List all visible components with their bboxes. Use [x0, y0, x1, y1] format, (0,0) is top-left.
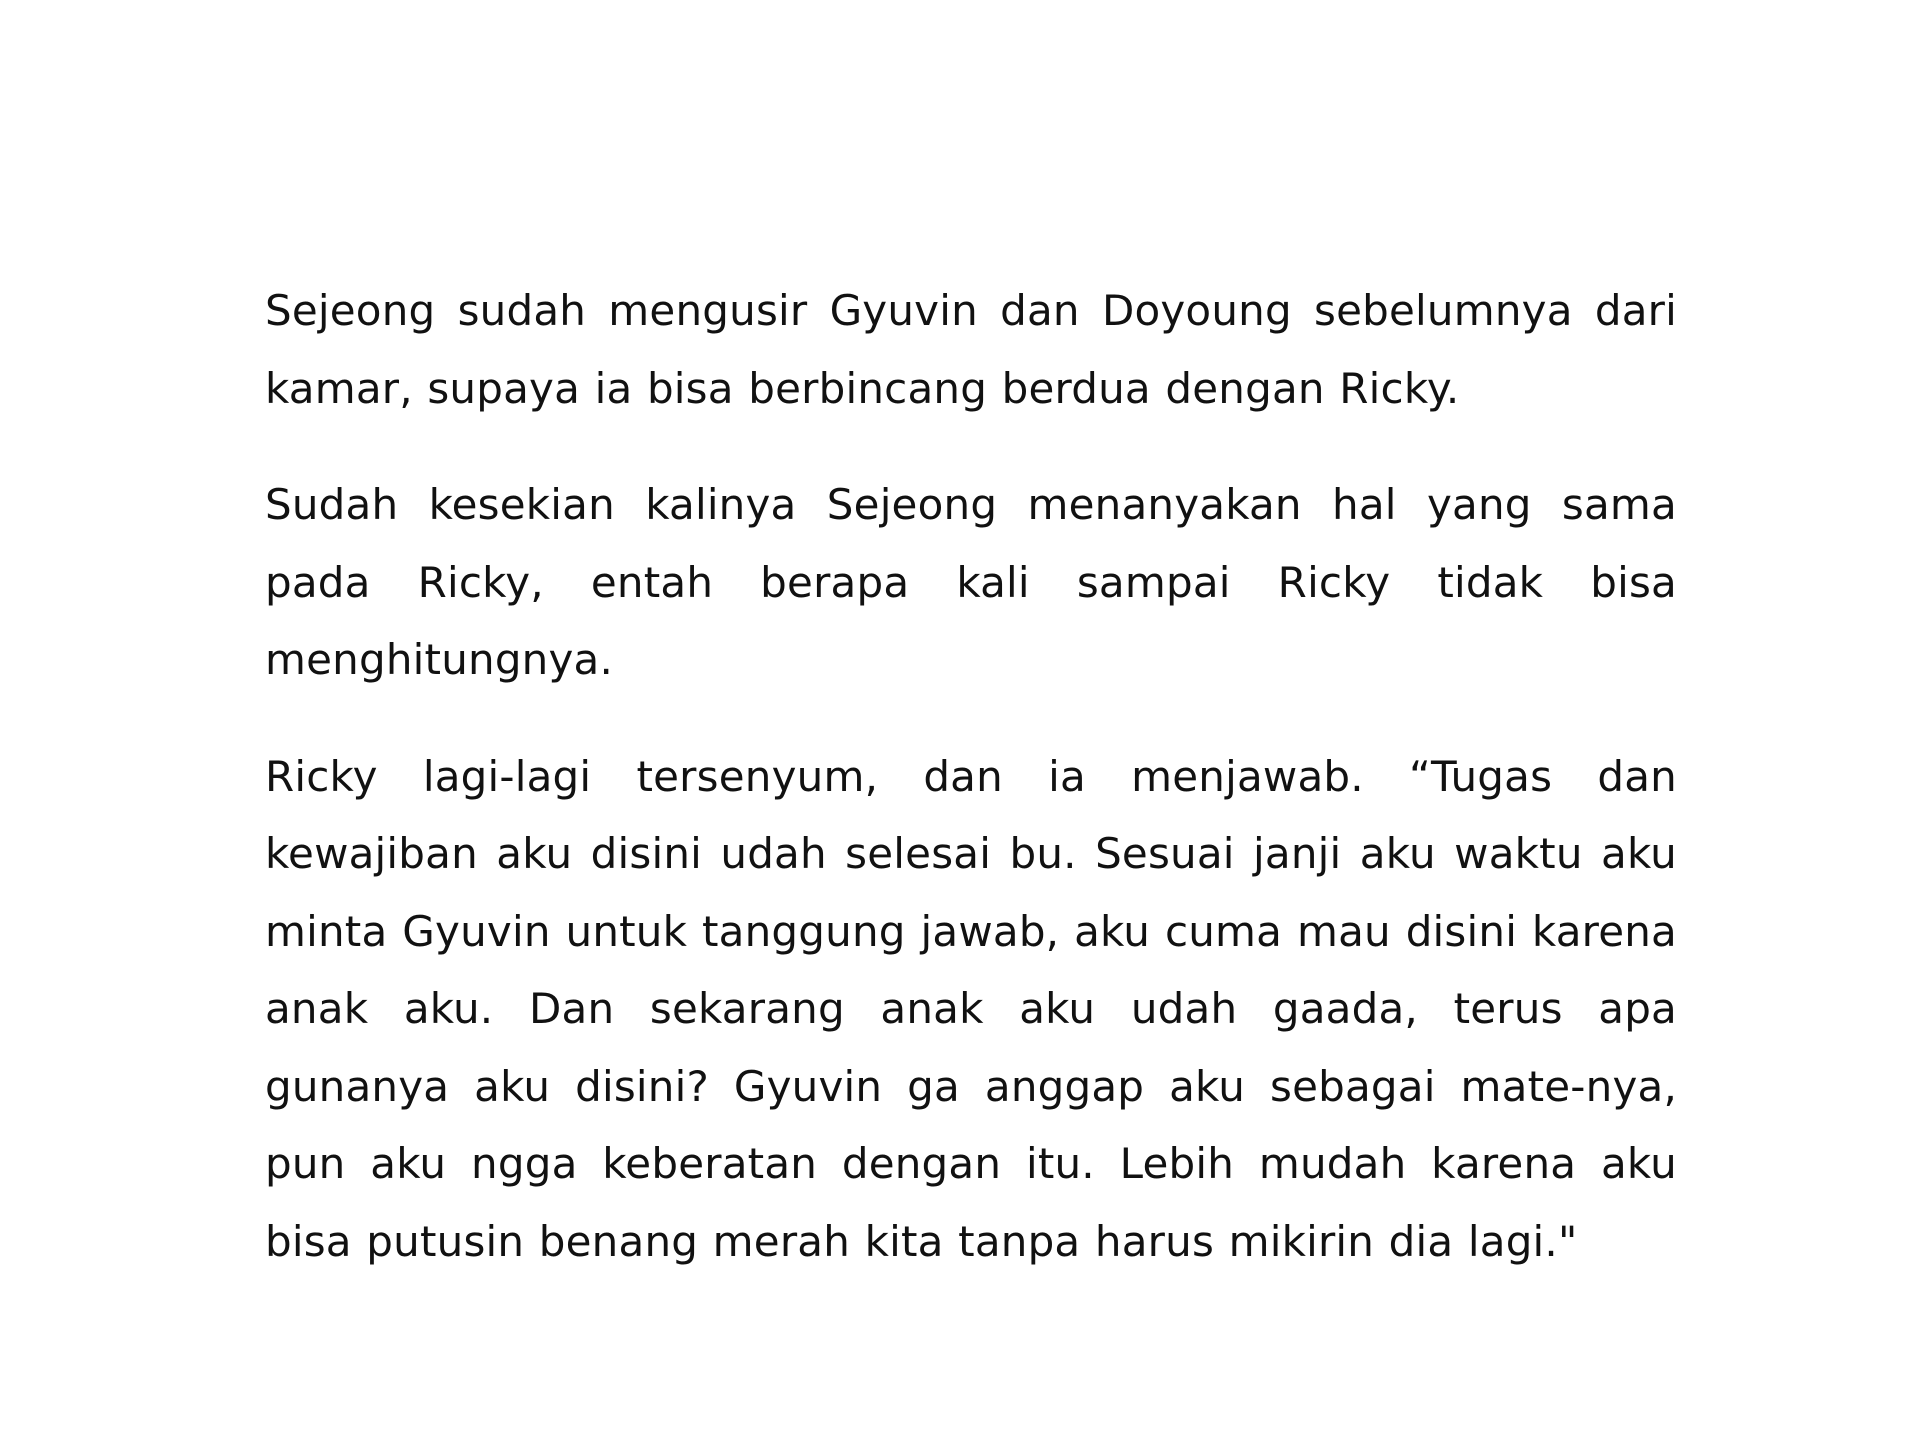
paragraph-1: Sejeong sudah mengusir Gyuvin dan Doyoung sebelumnya dari kamar, supaya ia bisa berbincang berdua dengan Ricky.: [265, 286, 1677, 413]
story-text: [265, 272, 1677, 1280]
paragraph-2: Sudah kesekian kalinya Sejeong menanyakan hal yang sama pada Ricky, entah berapa kali sampai Ricky tidak bisa menghitungnya.: [265, 480, 1677, 684]
paragraph-3: Ricky lagi-lagi tersenyum, dan ia menjawab. “Tugas dan kewajiban aku disini udah selesai bu. Sesuai janji aku waktu aku minta Gyuvin untuk tanggung jawab, aku cuma mau disini karena anak aku. Dan sekarang anak aku udah gaada, terus apa gunanya aku disini? Gyuvin ga anggap aku sebagai mate-nya, pun aku ngga keberatan dengan itu. Lebih mudah karena aku bisa putusin benang merah kita tanpa harus mikirin dia lagi.": [265, 751, 1677, 1266]
